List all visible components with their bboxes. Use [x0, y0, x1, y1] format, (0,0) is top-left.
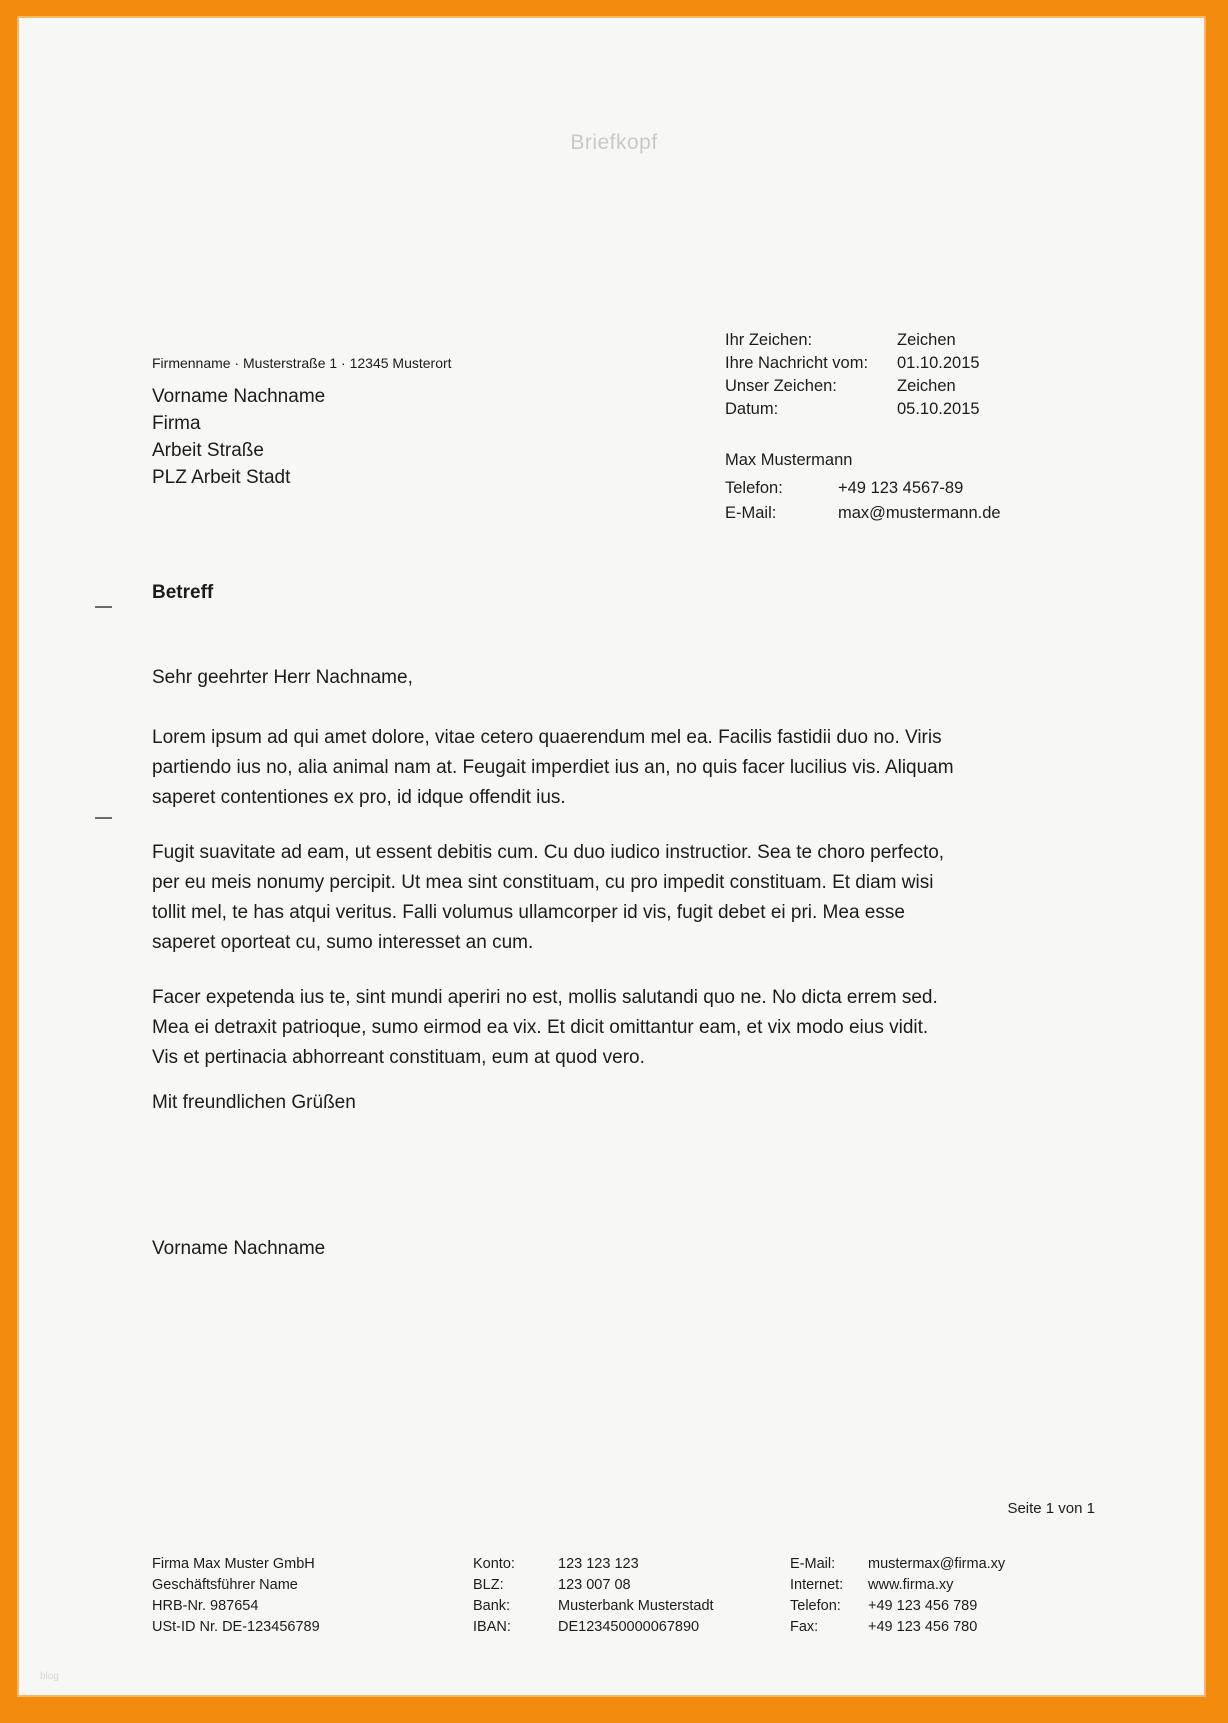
- ref-label: Ihr Zeichen:: [725, 331, 813, 349]
- fold-mark-top: [95, 606, 112, 608]
- signature-name: Vorname Nachname: [152, 1238, 326, 1259]
- recipient-name: Vorname Nachname: [152, 386, 326, 407]
- footer-value: 123 123 123: [558, 1556, 639, 1572]
- footer-value: DE123450000067890: [558, 1619, 700, 1635]
- closing-phrase: Mit freundlichen Grüßen: [152, 1092, 356, 1113]
- footer-label: Fax:: [790, 1619, 819, 1635]
- ref-value: 05.10.2015: [897, 400, 980, 418]
- footer-value: +49 123 456 789: [868, 1598, 978, 1614]
- recipient-address-block: [152, 383, 325, 491]
- footer-value: mustermax@firma.xy: [868, 1556, 1006, 1572]
- paragraph-line: Facer expetenda ius te, sint mundi aperiri no est, mollis salutandi quo ne. No dicta errem sed.: [152, 987, 938, 1008]
- body-paragraph-3: [152, 983, 938, 1073]
- footer-label: Konto:: [473, 1556, 515, 1572]
- footer-label: Internet:: [790, 1577, 844, 1593]
- footer-label: IBAN:: [473, 1619, 511, 1635]
- paragraph-line: saperet contentiones ex pro, id idque offendit ius.: [152, 787, 566, 808]
- ref-label: Datum:: [725, 400, 779, 418]
- fold-mark-middle: [95, 817, 112, 819]
- corner-watermark: blog: [40, 1671, 59, 1682]
- paragraph-line: Mea ei detraxit patrioque, sumo eirmod ea vix. Et dicit omittantur eam, et vix modo eius vidit.: [152, 1017, 929, 1038]
- footer-hrb-number: HRB-Nr. 987654: [152, 1598, 259, 1614]
- body-paragraph-2: [152, 838, 944, 958]
- footer-value: Musterbank Musterstadt: [558, 1598, 714, 1614]
- ref-value: Zeichen: [897, 331, 956, 349]
- footer-label: Telefon:: [790, 1598, 841, 1614]
- footer-managing-director: Geschäftsführer Name: [152, 1577, 298, 1593]
- ref-label: Unser Zeichen:: [725, 377, 837, 395]
- paragraph-line: per eu meis nonumy percipit. Ut mea sint constituam, cu pro impedit constituam. Et diam wisi: [152, 872, 934, 893]
- paragraph-line: Fugit suavitate ad eam, ut essent debitis cum. Cu duo iudico instructior. Sea te choro perfecto,: [152, 842, 945, 863]
- salutation: Sehr geehrter Herr Nachname,: [152, 667, 413, 688]
- reference-block: [725, 329, 980, 421]
- ref-value: 01.10.2015: [897, 354, 980, 372]
- footer-company-column: [152, 1554, 320, 1638]
- paragraph-line: Vis et pertinacia abhorreant constituam, eum at quod vero.: [152, 1047, 645, 1068]
- footer-value: +49 123 456 780: [868, 1619, 978, 1635]
- footer-label: BLZ:: [473, 1577, 504, 1593]
- contact-label: Telefon:: [725, 479, 783, 497]
- paragraph-line: tollit mel, te has atqui veritus. Falli volumus ullamcorper id vis, fugit debet ei pri. Mea esse: [152, 902, 905, 923]
- recipient-street: Arbeit Straße: [152, 440, 264, 461]
- sender-return-address: Firmenname · Musterstraße 1 · 12345 Musterort: [152, 355, 452, 371]
- footer-ustid-number: USt-ID Nr. DE-123456789: [152, 1619, 320, 1635]
- ref-value: Zeichen: [897, 377, 956, 395]
- ref-label: Ihre Nachricht vom:: [725, 354, 869, 372]
- page-number: Seite 1 von 1: [1007, 1500, 1095, 1517]
- footer-value: 123 007 08: [558, 1577, 631, 1593]
- footer-value: www.firma.xy: [868, 1577, 954, 1593]
- contact-value: +49 123 4567-89: [838, 479, 964, 497]
- footer-label: E-Mail:: [790, 1556, 836, 1572]
- contact-person-block: [725, 476, 1001, 526]
- paragraph-line: saperet oporteat cu, sumo interesset an cum.: [152, 932, 534, 953]
- contact-label: E-Mail:: [725, 504, 777, 522]
- briefkopf-watermark: Briefkopf: [570, 131, 658, 154]
- footer-contact-column: [790, 1554, 1005, 1638]
- contact-value: max@mustermann.de: [838, 504, 1001, 522]
- footer-company-name: Firma Max Muster GmbH: [152, 1556, 315, 1572]
- recipient-company: Firma: [152, 413, 201, 434]
- contact-person-name: Max Mustermann: [725, 451, 853, 469]
- footer-label: Bank:: [473, 1598, 511, 1614]
- recipient-city: PLZ Arbeit Stadt: [152, 467, 291, 488]
- footer-bank-column: [473, 1554, 714, 1638]
- paragraph-line: partiendo ius no, alia animal nam at. Feugait imperdiet ius an, no quis facer lucilius vis. Aliquam: [152, 757, 954, 778]
- body-paragraph-1: [152, 723, 954, 813]
- paragraph-line: Lorem ipsum ad qui amet dolore, vitae cetero quaerendum mel ea. Facilis fastidii duo no. Viris: [152, 727, 942, 748]
- subject-line: Betreff: [152, 582, 214, 603]
